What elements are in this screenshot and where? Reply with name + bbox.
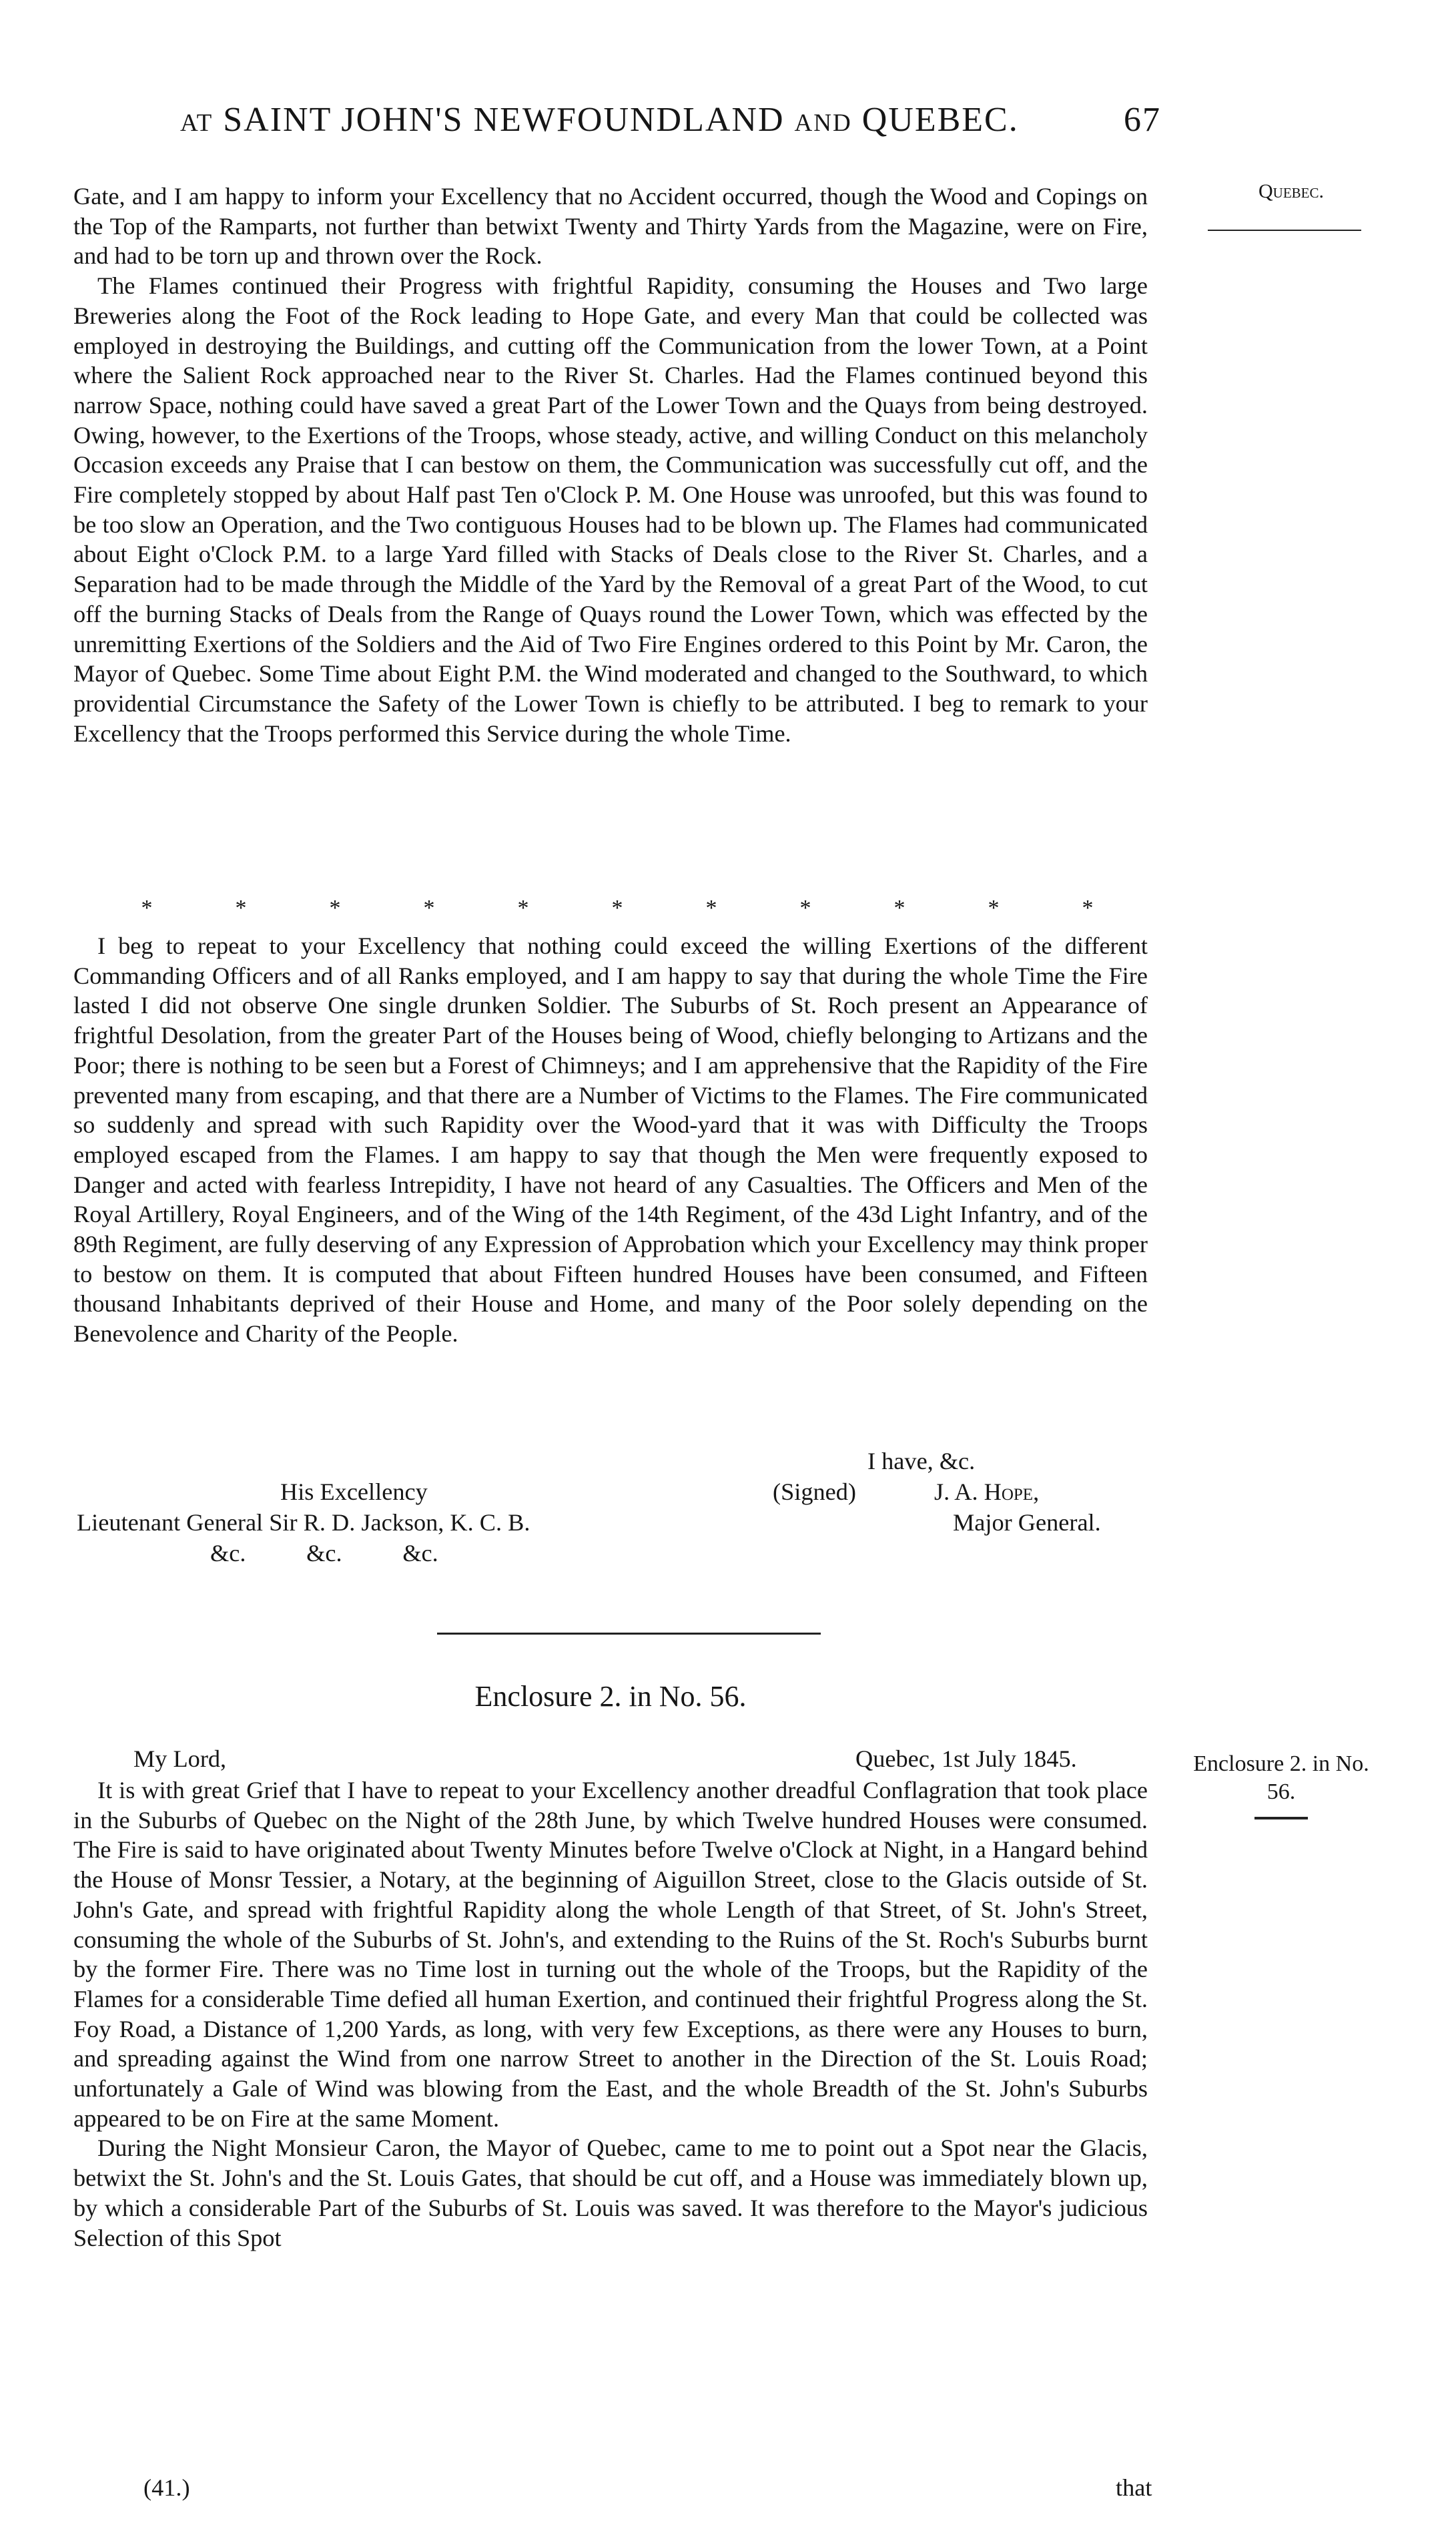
star: * (705, 896, 717, 920)
addressee-title: His Excellency (280, 1478, 428, 1505)
signatory-rank: Major General. (953, 1509, 1101, 1536)
paragraph: I beg to repeat to your Excellency that nothing could exceed the willing Exertions of the different Commanding Officers and of all Ranks employed, and I am happy to say that during the whole Time the Fire lasted I did not observe One single drunken Soldier. The Suburbs of St. Roch present an Appearance of frightful Desolation, from the greater Part of the Houses being of Wood, chiefly belonging to Artizans and the Poor; there is nothing to be seen but a Forest of Chimneys; and I am apprehensive that the Rapidity of the Fire prevented many from escaping, and that there are a Number of Victims to the Flames. The Fire communicated so suddenly and spread with such Rapidity over the Wood-yard that it was with Difficulty the Troops employed escaped from the Flames. I am happy to say that though the Men were frequently exposed to Danger and acted with fearless Intrepidity, I have not heard of any Casualties. The Officers and Men of the Royal Artillery, Royal Engineers, and of the Wing of the 14th Regiment, of the 43d Light Infantry, and of the 89th Regiment, are fully deserving of any Expression of Approbation which your Excellency may think proper to bestow on them. It is computed that about Fifteen hundred Houses have been consumed, and Fifteen thousand Inhabitants deprived of their House and Home, and many of the Poor solely depending on the Benevolence and Charity of the People. (73, 932, 1148, 1348)
star: * (329, 896, 341, 920)
header-at: AT (180, 109, 214, 137)
dateline: Quebec, 1st July 1845. (855, 1745, 1077, 1772)
star: * (423, 896, 435, 920)
letter-body (73, 182, 1148, 748)
signed-label: (Signed) (773, 1478, 857, 1505)
salutation: My Lord, (133, 1745, 227, 1772)
header-and: AND (794, 109, 852, 137)
paragraph: The Flames continued their Progress with frightful Rapidity, consuming the Houses and Two large Breweries along the Foot of the Rock leading to Hope Gate, and every Man that could be collected was employed in destroying the Buildings, and cutting off the Communication from the lower Town, at a Point where the Salient Rock approached near to the River St. Charles. Had the Flames continued beyond this narrow Space, nothing could have saved a great Part of the Lower Town and the Quays from being destroyed. Owing, however, to the Exertions of the Troops, whose steady, active, and willing Conduct on this melancholy Occasion exceeds any Praise that I can bestow on them, the Communication was successfully cut off, and the Fire completely stopped by about Half past Ten o'Clock P. M. One House was unroofed, but this was found to be too slow an Operation, and the Two contiguous Houses had to be blown up. The Flames had communicated about Eight o'Clock P.M. to a large Yard filled with Stacks of Deals close to the River St. Charles, and a Separation had to be made through the Middle of the Yard by the Removal of a great Part of the Wood, to cut off the burning Stacks of Deals from the Range of Quays round the Lower Town, which was effected by the unremitting Exertions of the Soldiers and the Aid of Two Fire Engines ordered to this Point by Mr. Caron, the Mayor of Quebec. Some Time about Eight P.M. the Wind moderated and changed to the Southward, to which providential Circumstance the Safety of the Lower Town is chiefly to be attributed. I beg to remark to your Excellency that the Troops performed this Service during the whole Time. (73, 272, 1148, 747)
margin-rule-enclosure (1254, 1817, 1308, 1819)
margin-note-enclosure: Enclosure 2. in No. 56. (1193, 1751, 1369, 1804)
ellipsis-stars (133, 896, 1101, 921)
star: * (799, 896, 811, 920)
letter-body-continued (73, 931, 1148, 1349)
star: * (235, 896, 247, 920)
star: * (893, 896, 905, 920)
paragraph: It is with great Grief that I have to repeat to your Excellency another dreadful Conflagration that took place in the Suburbs of Quebec on the Night of the 28th June, by which Twelve hundred Houses were consumed. The Fire is said to have originated about Twenty Minutes before Twelve o'Clock at Night, in a Hangard behind the House of Monsr Tessier, a Notary, at the beginning of Aiguillon Street, close to the Glacis outside of St. John's Gate, and spread with frightful Rapidity along the whole Length of that Street, of St. John's Street, consuming the whole of the Suburbs of St. John's, and extending to the Ruins of the St. Roch's Suburbs burnt by the former Fire. There was no Time lost in turning out the whole of the Troops, but the Rapidity of the Flames for a considerable Time defied all human Exertion, and continued their frightful Progress along the St. Foy Road, a Distance of 1,200 Yards, as long, with very few Exceptions, as there were any Houses to burn, and spreading against the Wind from one narrow Street to another in the Direction of the St. Louis Road; unfortunately a Gale of Wind was blowing from the East, and the whole Breadth of the St. John's Suburbs appeared to be on Fire at the same Moment. (73, 1777, 1148, 2132)
paragraph: During the Night Monsieur Caron, the Mayor of Quebec, came to me to point out a Spot near the Glacis, betwixt the St. John's and the St. Louis Gates, that should be cut off, and a House was immediately blown up, by which a considerable Part of the Suburbs of St. Louis was saved. It was therefore to the Mayor's judicious Selection of this Spot (73, 2135, 1148, 2251)
header-place-1: SAINT JOHN'S NEWFOUNDLAND (223, 101, 785, 139)
section-divider (437, 1633, 821, 1635)
running-header (180, 100, 1161, 139)
margin-note-quebec: Quebec. (1258, 180, 1324, 202)
paragraph: Gate, and I am happy to inform your Excellency that no Accident occurred, though the Wood and Copings on the Top of the Ramparts, not further than betwixt Twenty and Thirty Yards from the Magazine, were on Fire, and had to be torn up and thrown over the Rock. (73, 183, 1148, 270)
star: * (611, 896, 623, 920)
page-number: 67 (1124, 101, 1161, 139)
closing: I have, &c. (867, 1448, 976, 1474)
catchword: that (1116, 2474, 1152, 2501)
star: * (988, 896, 1000, 920)
addressee-etc: &c. &c. &c. (210, 1540, 438, 1567)
addressee-name: Lieutenant General Sir R. D. Jackson, K. C. B. (77, 1509, 530, 1536)
header-place-2: QUEBEC. (861, 101, 1019, 139)
star: * (517, 896, 529, 920)
signatory-name: J. A. Hope, (934, 1478, 1040, 1505)
star: * (1082, 896, 1094, 920)
margin-rule (1208, 230, 1361, 231)
enclosure-body (73, 1775, 1148, 2253)
enclosure-title: Enclosure 2. in No. 56. (474, 1680, 747, 1713)
sheet-number: (41.) (143, 2474, 190, 2501)
star: * (141, 896, 153, 920)
